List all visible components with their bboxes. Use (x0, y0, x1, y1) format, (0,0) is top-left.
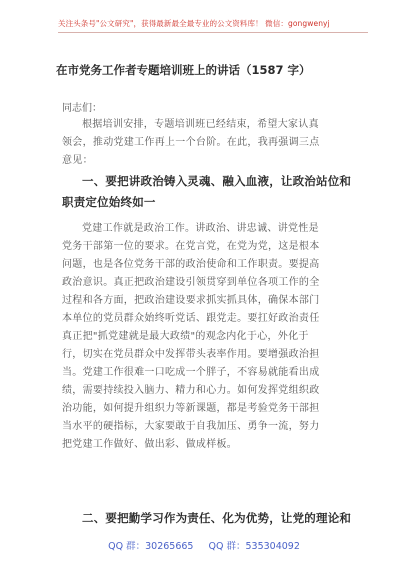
header-promo-text: 关注头条号"公文研究"，获得最新最全最专业的公文资料库！ 微信：gongwenyj (58, 19, 330, 28)
section1-body-line: 问题，也是各位党务干部的政治使命和工作职责。要提高 (62, 259, 320, 270)
section1-body (62, 220, 352, 454)
intro-paragraph (62, 116, 352, 170)
section1-body-line: 过程和各方面，把政治建设要求抓实抓具体，确保本部门 (62, 295, 320, 306)
section1-body-line: 真正把"抓党建就是最大政绩"的观念内化于心，外化于 (62, 331, 309, 342)
section1-body-line: 本单位的党员群众始终听党话、跟党走。要扛好政治责任 (62, 313, 320, 324)
intro-line: 领会，推动党建工作再上一个台阶。在此，我再强调三点 (62, 137, 320, 148)
footer-qq-group-2: QQ 群：535304092 (208, 541, 300, 552)
salutation: 同志们： (62, 103, 102, 114)
section2-heading-line: 二、要把勤学习作为责任、化为优势，让党的理论和 (82, 511, 352, 525)
section1-body-line: 党建工作就是政治工作。讲政治、讲忠诚、讲党性是 (82, 223, 319, 234)
section1-body-line: 行，切实在党员群众中发挥带头表率作用。要增强政治担 (62, 349, 320, 360)
section2-heading (62, 508, 362, 529)
section1-body-line: 党务干部第一位的要求。在党言党，在党为党，这是根本 (62, 241, 320, 252)
section1-body-line: 政治意识。真正把政治建设引领贯穿到单位各项工作的全 (62, 277, 320, 288)
footer-contact (0, 538, 408, 552)
section1-body-line: 把党建工作做好、做出彩、做成样板。 (62, 439, 238, 450)
section1-body-line: 绩，需要持续投入脑力、精力和心力。如何发挥党组织政 (62, 385, 320, 396)
section1-heading (62, 171, 362, 213)
intro-line: 意见： (62, 155, 93, 166)
header-divider (58, 32, 368, 33)
section1-heading-line: 一、要把讲政治铸入灵魂、融入血液，让政治站位和 (82, 174, 352, 188)
footer-qq-group-1: QQ 群：30265665 (108, 541, 194, 552)
section1-body-line: 当。党建工作很难一口吃成一个胖子，不容易就能看出成 (62, 367, 320, 378)
intro-line: 根据培训安排，专题培训班已经结束，希望大家认真 (82, 119, 319, 130)
document-title: 在市党务工作者专题培训班上的讲话（1587 字） (56, 63, 311, 77)
section1-body-line: 当水平的硬指标，大家要敢于自我加压、勇争一流，努力 (62, 421, 320, 432)
section1-heading-line: 职责定位始终如一 (62, 195, 156, 209)
section1-body-line: 治功能，如何提升组织力等新课题，都是考验党务干部担 (62, 403, 320, 414)
